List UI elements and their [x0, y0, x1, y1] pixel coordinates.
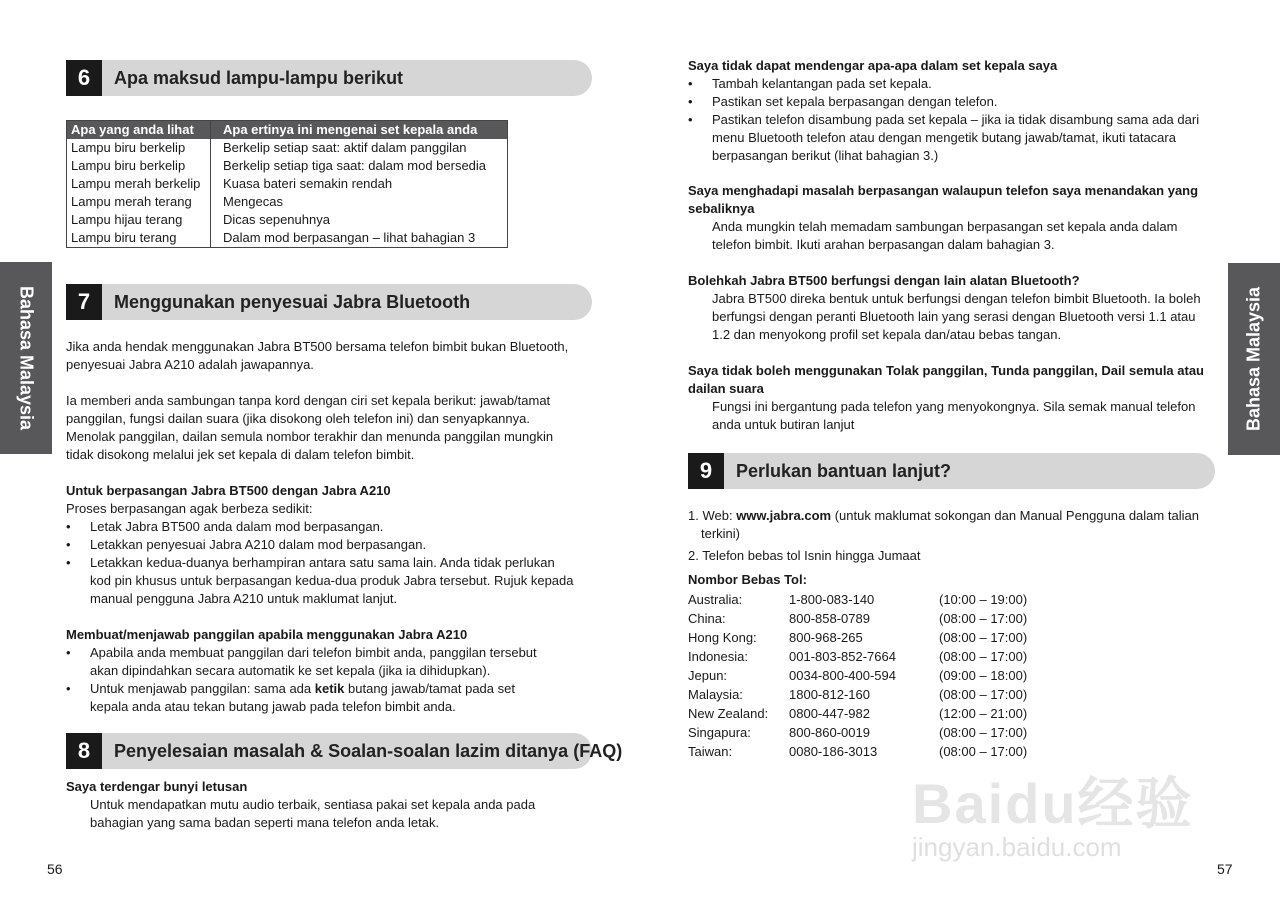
- intro-paragraph: [66, 338, 568, 374]
- text-segment: anda untuk butiran lanjut: [712, 417, 855, 432]
- table-row: [67, 193, 508, 211]
- table-row: [67, 211, 508, 229]
- phone-number: 001-803-852-7664: [789, 649, 896, 664]
- country: Taiwan:: [688, 744, 733, 759]
- bullet-item: [66, 554, 574, 572]
- text-line: [66, 356, 568, 374]
- light-state: Lampu biru terang: [67, 229, 211, 248]
- table-row: [688, 590, 1029, 609]
- subheading: [688, 272, 1201, 290]
- column-header: Apa yang anda lihat: [67, 121, 211, 140]
- light-state: Lampu merah terang: [67, 193, 211, 211]
- tollfree-table: [688, 590, 1029, 761]
- text-segment: Letakkan penyesuai Jabra A210 dalam mod berpasangan.: [90, 537, 427, 552]
- subheading: [688, 200, 1198, 218]
- text-line: [66, 814, 535, 832]
- text-line: [66, 446, 553, 464]
- text-line: [66, 392, 553, 410]
- text-segment: Membuat/menjawab panggilan apabila menggunakan Jabra A210: [66, 627, 468, 642]
- watermark-url: jingyan.baidu.com: [912, 832, 1122, 862]
- text-segment: tidak disokong melalui jek set kepala di dalam telefon bimbit.: [66, 447, 415, 462]
- text-segment: Nombor Bebas Tol:: [688, 572, 807, 587]
- section-number: 6: [66, 60, 102, 96]
- text-segment: Fungsi ini bergantung pada telefon yang menyokongnya. Sila semak manual telefon: [712, 399, 1196, 414]
- bullet-icon: •: [66, 519, 71, 534]
- text-line: [688, 290, 1201, 308]
- text-segment: penyesuai Jabra A210 adalah jawapannya.: [66, 357, 314, 372]
- text-segment: Letak Jabra BT500 anda dalam mod berpasangan.: [90, 519, 384, 534]
- faq-item: [688, 57, 1199, 165]
- text-line: [688, 218, 1198, 236]
- text-segment: Untuk mendapatkan mutu audio terbaik, sentiasa pakai set kepala anda pada: [90, 797, 536, 812]
- text-segment: dailan suara: [688, 381, 764, 396]
- country: Australia:: [688, 592, 743, 607]
- bullet-icon: •: [66, 537, 71, 552]
- faq-item: [688, 182, 1198, 254]
- text-line: [688, 507, 1199, 525]
- light-meaning: Dalam mod berpasangan – lihat bahagian 3: [223, 230, 476, 245]
- phone-number: 1-800-083-140: [789, 592, 875, 607]
- bullet-icon: •: [688, 112, 693, 127]
- subheading: [688, 380, 1204, 398]
- faq-item: [66, 778, 535, 832]
- tollfree-heading: [688, 571, 807, 589]
- light-state: Lampu biru berkelip: [67, 139, 211, 157]
- hours: (08:00 – 17:00): [939, 630, 1028, 645]
- text-line: [688, 525, 1199, 543]
- table-row: [688, 647, 1029, 666]
- bullet-icon: •: [66, 555, 71, 570]
- text-segment: Ia memberi anda sambungan tanpa kord dengan ciri set kepala berikut: jawab/tamat: [66, 393, 551, 408]
- text-segment: Saya menghadapi masalah berpasangan walaupun telefon saya menandakan yang: [688, 183, 1199, 198]
- text-segment: Saya terdengar bunyi letusan: [66, 779, 248, 794]
- section-number: 8: [66, 733, 102, 769]
- country: New Zealand:: [688, 706, 769, 721]
- section-7-header: [66, 284, 592, 320]
- side-tab-language-right: [1228, 263, 1280, 455]
- table-row: [688, 685, 1029, 704]
- section-title: Menggunakan penyesuai Jabra Bluetooth: [114, 292, 471, 312]
- phone-number: 800-968-265: [789, 630, 863, 645]
- text-segment: berpasangan berikut (lihat bahagian 3.): [712, 148, 939, 163]
- section-title: Penyelesaian masalah & Soalan-soalan lazim ditanya (FAQ): [114, 741, 623, 761]
- text-line: [688, 326, 1201, 344]
- subheading: [66, 626, 537, 644]
- text-segment: Pastikan telefon disambung pada set kepala – jika ia tidak disambung sama ada dari: [712, 112, 1200, 127]
- country: Malaysia:: [688, 687, 743, 702]
- calls-instructions: [66, 626, 537, 716]
- text-line: [688, 416, 1204, 434]
- text-segment: Jabra BT500 direka bentuk untuk berfungsi dengan telefon bimbit Bluetooth. Ia boleh: [712, 291, 1201, 306]
- text-segment: panggilan, fungsi dailan suara (jika disokong oleh telefon ini) dan senyapkannya.: [66, 411, 530, 426]
- text-segment: Apabila anda membuat panggilan dari telefon bimbit anda, panggilan tersebut: [90, 645, 537, 660]
- light-meaning: Dicas sepenuhnya: [223, 212, 330, 227]
- text-segment: 1. Web:: [688, 508, 737, 523]
- text-line: [688, 398, 1204, 416]
- bullet-icon: •: [688, 76, 693, 91]
- subheading: [66, 482, 574, 500]
- subheading: [688, 571, 807, 589]
- text-line: [688, 236, 1198, 254]
- text-segment: Untuk berpasangan Jabra BT500 dengan Jabra A210: [66, 483, 391, 498]
- text-segment: kod pin khusus untuk berpasangan kedua-dua produk Jabra tersebut. Rujuk kepada: [90, 573, 574, 588]
- side-tab-language-left: [0, 262, 52, 454]
- hours: (09:00 – 18:00): [939, 668, 1028, 683]
- text-segment: butang jawab/tamat pada set: [344, 681, 515, 696]
- bullet-item: [688, 129, 1199, 147]
- hours: (08:00 – 17:00): [939, 725, 1028, 740]
- text-line: [688, 308, 1201, 326]
- bullet-icon: •: [688, 94, 693, 109]
- text-segment: Untuk menjawab panggilan: sama ada: [90, 681, 315, 696]
- country: Singapura:: [688, 725, 751, 740]
- table-row: [67, 229, 508, 248]
- text-segment: sebaliknya: [688, 201, 755, 216]
- country: Jepun:: [688, 668, 728, 683]
- text-segment: Menolak panggilan, dailan semula nombor terakhir dan menunda panggilan mungkin: [66, 429, 554, 444]
- subheading: [688, 57, 1199, 75]
- bullet-item: [688, 75, 1199, 93]
- table-row: [688, 704, 1029, 723]
- section-title: Perlukan bantuan lanjut?: [736, 461, 952, 481]
- subheading: [688, 362, 1204, 380]
- table-row: [67, 139, 508, 157]
- phone-number: 0800-447-982: [789, 706, 870, 721]
- watermark-logo: Baidu经验: [912, 772, 1194, 835]
- faq-item: [688, 362, 1204, 434]
- phone-number: 0034-800-400-594: [789, 668, 896, 683]
- text-line: [688, 547, 920, 565]
- text-segment: Jika anda hendak menggunakan Jabra BT500 bersama telefon bimbit bukan Bluetooth,: [66, 339, 569, 354]
- bullet-item: [688, 111, 1199, 129]
- column-header: Apa ertinya ini mengenai set kepala anda: [211, 121, 508, 140]
- section-number: 9: [688, 453, 724, 489]
- light-meaning: Kuasa bateri semakin rendah: [223, 176, 393, 191]
- light-state: Lampu biru berkelip: [67, 157, 211, 175]
- table-row: [688, 609, 1029, 628]
- phone-number: 800-858-0789: [789, 611, 870, 626]
- bullet-icon: •: [66, 681, 71, 696]
- bullet-item: [66, 518, 574, 536]
- subheading: [66, 778, 535, 796]
- light-meaning: Mengecas: [223, 194, 283, 209]
- web-support-info: [688, 507, 1199, 543]
- hours: (08:00 – 17:00): [939, 649, 1028, 664]
- bullet-item: [688, 147, 1199, 165]
- text-segment: menu Bluetooth telefon atau dengan mengetik butang jawab/tamat, ikuti tatacara: [712, 130, 1176, 145]
- text-segment: Saya tidak boleh menggunakan Tolak panggilan, Tunda panggilan, Dail semula atau: [688, 363, 1205, 378]
- bullet-item: [66, 680, 537, 698]
- table-row: [688, 723, 1029, 742]
- country: China:: [688, 611, 726, 626]
- text-segment: terkini): [701, 526, 741, 541]
- light-meaning: Berkelip setiap saat: aktif dalam panggilan: [223, 140, 467, 155]
- text-line: [66, 796, 535, 814]
- text-line: [66, 500, 574, 518]
- bullet-item: [66, 572, 574, 590]
- text-segment: 2. Telefon bebas tol Isnin hingga Jumaat: [688, 548, 921, 563]
- bold-text: www.jabra.com: [736, 508, 832, 523]
- section-9-header: [688, 453, 1215, 489]
- bullet-item: [688, 93, 1199, 111]
- text-segment: (untuk maklumat sokongan dan Manual Pengguna dalam talian: [831, 508, 1199, 523]
- hours: (10:00 – 19:00): [939, 592, 1028, 607]
- table-row: [67, 175, 508, 193]
- text-segment: Pastikan set kepala berpasangan dengan telefon.: [712, 94, 998, 109]
- page-number-right: 57: [1217, 861, 1233, 877]
- text-segment: manual pengguna Jabra A210 untuk maklumat lanjut.: [90, 591, 398, 606]
- text-segment: Letakkan kedua-duanya berhampiran antara satu sama lain. Anda tidak perlukan: [90, 555, 555, 570]
- table-row: [688, 628, 1029, 647]
- light-state: Lampu hijau terang: [67, 211, 211, 229]
- faq-item: [688, 272, 1201, 344]
- text-segment: Saya tidak dapat mendengar apa-apa dalam set kepala saya: [688, 58, 1058, 73]
- phone-support-info: [688, 547, 920, 565]
- page-number-left: 56: [47, 861, 63, 877]
- bold-text: ketik: [314, 681, 345, 696]
- table-header-row: [67, 121, 508, 140]
- text-line: [66, 428, 553, 446]
- table-row: [688, 666, 1029, 685]
- text-segment: kepala anda atau tekan butang jawab pada telefon bimbit anda.: [90, 699, 456, 714]
- section-6-header: [66, 60, 592, 96]
- text-segment: 1.2 dan menyokong profil set kepala dan/atau bebas tangan.: [712, 327, 1062, 342]
- light-state: Lampu merah berkelip: [67, 175, 211, 193]
- hours: (08:00 – 17:00): [939, 744, 1028, 759]
- table-row: [688, 742, 1029, 761]
- phone-number: 800-860-0019: [789, 725, 870, 740]
- text-segment: akan dipindahkan secara automatik ke set kepala (jika ia dihidupkan).: [90, 663, 491, 678]
- bullet-item: [66, 590, 574, 608]
- text-segment: Proses berpasangan agak berbeza sedikit:: [66, 501, 313, 516]
- text-line: [66, 338, 568, 356]
- features-paragraph: [66, 392, 553, 464]
- section-number: 7: [66, 284, 102, 320]
- light-meaning: Berkelip setiap tiga saat: dalam mod bersedia: [223, 158, 487, 173]
- text-segment: telefon bimbit. Ikuti arahan berpasangan dalam bahagian 3.: [712, 237, 1055, 252]
- side-tab-label: Bahasa Malaysia: [1243, 286, 1264, 432]
- hours: (08:00 – 17:00): [939, 611, 1028, 626]
- text-segment: bahagian yang sama badan seperti mana telefon anda letak.: [90, 815, 440, 830]
- section-8-header: [66, 733, 623, 769]
- text-segment: Tambah kelantangan pada set kepala.: [712, 76, 932, 91]
- text-segment: Anda mungkin telah memadam sambungan berpasangan set kepala anda dalam: [712, 219, 1178, 234]
- table-row: [67, 157, 508, 175]
- phone-number: 1800-812-160: [789, 687, 870, 702]
- section-title: Apa maksud lampu-lampu berikut: [114, 68, 404, 88]
- bullet-icon: •: [66, 645, 71, 660]
- text-segment: Bolehkah Jabra BT500 berfungsi dengan lain alatan Bluetooth?: [688, 273, 1080, 288]
- bullet-item: [66, 698, 537, 716]
- hours: (08:00 – 17:00): [939, 687, 1028, 702]
- bullet-item: [66, 644, 537, 662]
- hours: (12:00 – 21:00): [939, 706, 1028, 721]
- side-tab-label: Bahasa Malaysia: [16, 285, 37, 431]
- bullet-item: [66, 536, 574, 554]
- bullet-item: [66, 662, 537, 680]
- country: Indonesia:: [688, 649, 748, 664]
- light-indicator-table: [66, 120, 508, 248]
- text-segment: berfungsi dengan peranti Bluetooth lain yang serasi dengan Bluetooth versi 1.1 atau: [712, 309, 1196, 324]
- phone-number: 0080-186-3013: [789, 744, 878, 759]
- pairing-instructions: [66, 482, 574, 608]
- country: Hong Kong:: [688, 630, 757, 645]
- text-line: [66, 410, 553, 428]
- subheading: [688, 182, 1198, 200]
